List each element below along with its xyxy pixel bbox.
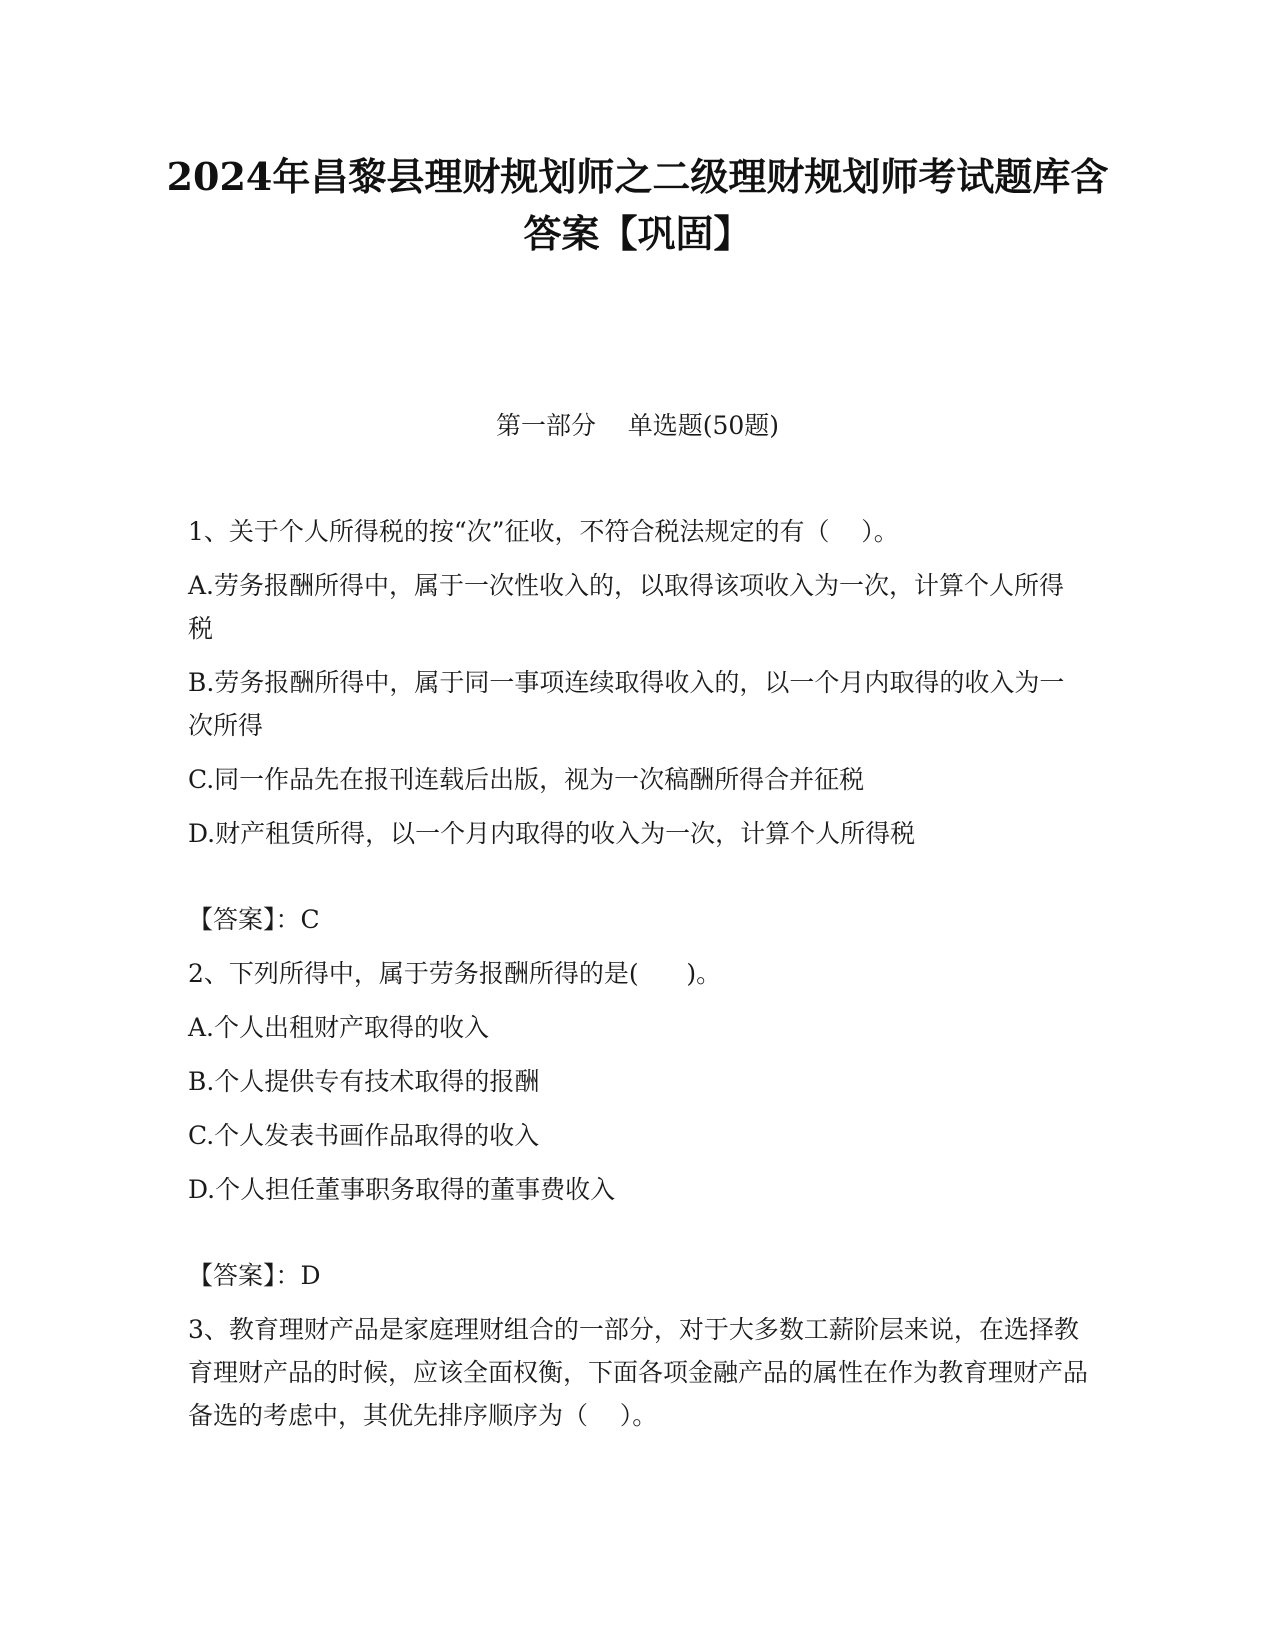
question-1-option-a: A.劳务报酬所得中，属于一次性收入的，以取得该项收入为一次，计算个人所得税 (188, 571, 1065, 643)
question-2-stem: 2、下列所得中，属于劳务报酬所得的是( )。 (188, 959, 722, 988)
question-1-stem: 1、关于个人所得税的按“次”征收，不符合税法规定的有（ ）。 (188, 517, 899, 546)
question-1-option-d: D.财产租赁所得，以一个月内取得的收入为一次，计算个人所得税 (188, 819, 916, 848)
question-1-option-c: C.同一作品先在报刊连载后出版，视为一次稿酬所得合并征税 (188, 765, 865, 794)
question-1-option-b: B.劳务报酬所得中，属于同一事项连续取得收入的，以一个月内取得的收入为一次所得 (188, 668, 1065, 740)
question-2-option-c: C.个人发表书画作品取得的收入 (188, 1121, 540, 1150)
question-2-option-a: A.个人出租财产取得的收入 (188, 1013, 490, 1042)
question-list (188, 510, 1088, 1437)
question-1-answer: 【答案】：C (188, 905, 320, 934)
question-2-option-b: B.个人提供专有技术取得的报酬 (188, 1067, 540, 1096)
question-2-option-d: D.个人担任董事职务取得的董事费收入 (188, 1175, 616, 1204)
question-3-stem: 3、教育理财产品是家庭理财组合的一部分，对于大多数工薪阶层来说，在选择教育理财产品的时候，应该全面权衡，下面各项金融产品的属性在作为教育理财产品备选的考虑中，其优先排序顺序为（ ）。 (188, 1315, 1089, 1430)
section-heading: 第一部分 单选题(50题) (495, 411, 780, 440)
question-2-answer: 【答案】：D (188, 1261, 321, 1290)
document-title: 2024年昌黎县理财规划师之二级理财规划师考试题库含答案【巩固】 (166, 154, 1109, 256)
